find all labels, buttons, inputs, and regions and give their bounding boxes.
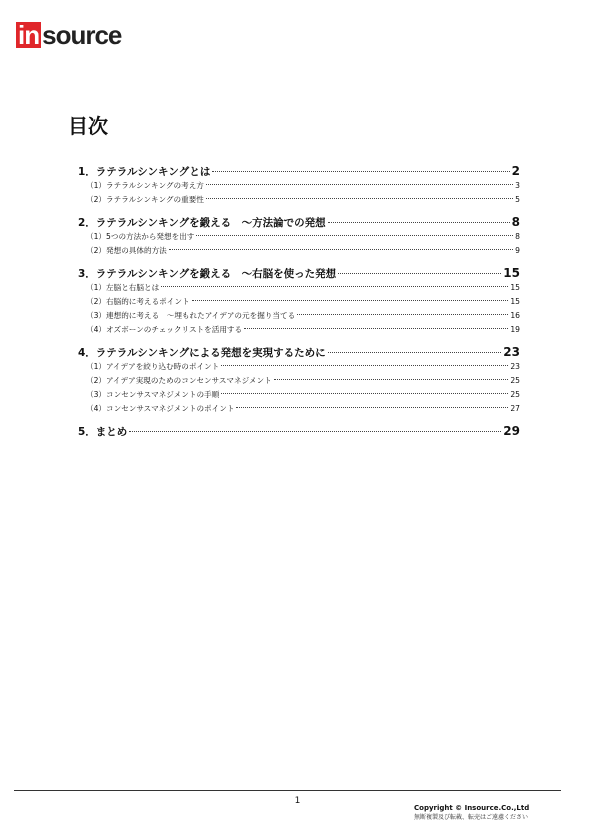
toc-subsection[interactable] — [78, 179, 520, 193]
toc-section-page: 8 — [511, 215, 520, 229]
dot-leader — [328, 352, 502, 353]
toc-subsection[interactable] — [78, 374, 520, 388]
toc-subsection-page: 27 — [510, 404, 520, 413]
toc-subsection-page: 15 — [510, 297, 520, 306]
footer-divider — [14, 790, 561, 791]
dot-leader — [206, 198, 513, 199]
toc-section[interactable] — [78, 215, 520, 230]
toc-subsection[interactable] — [78, 295, 520, 309]
toc-subsection[interactable] — [78, 388, 520, 402]
dot-leader — [192, 300, 509, 301]
toc-subsection-page: 3 — [515, 181, 520, 190]
toc-subsection-label: （3）連想的に考える ～埋もれたアイデアの元を掘り当てる — [86, 311, 296, 320]
page-number: 1 — [294, 796, 301, 806]
dot-leader — [328, 222, 510, 223]
toc-subsection-label: （4）オズボーンのチェックリストを活用する — [86, 325, 243, 334]
insource-logo — [16, 22, 121, 48]
toc-subsection-page: 16 — [510, 311, 520, 320]
toc-subsection-label: （2）発想の具体的方法 — [86, 246, 167, 255]
dot-leader — [161, 286, 508, 287]
toc-subsection-label: （1）5つの方法から発想を出す — [86, 232, 195, 241]
table-of-contents — [78, 164, 520, 439]
dot-leader — [338, 273, 501, 274]
toc-section-page: 29 — [503, 424, 520, 438]
logo-in: in — [18, 20, 40, 50]
dot-leader — [297, 314, 508, 315]
dot-leader — [169, 249, 513, 250]
copyright-notice: 無断複製及び転載、転売はご遠慮ください — [414, 814, 529, 821]
copyright-text: Copyright © Insource.Co.,Ltd — [414, 804, 530, 812]
toc-section-page: 2 — [511, 164, 520, 178]
toc-section-label: 5．まとめ — [78, 426, 128, 438]
toc-subsection[interactable] — [78, 402, 520, 416]
toc-subsection-label: （1）ラテラルシンキングの考え方 — [86, 181, 204, 190]
dot-leader — [236, 407, 508, 408]
toc-subsection-label: （2）右脳的に考えるポイント — [86, 297, 190, 306]
toc-subsection[interactable] — [78, 230, 520, 244]
toc-subsection-label: （2）ラテラルシンキングの重要性 — [86, 195, 204, 204]
toc-subsection-page: 8 — [515, 232, 520, 241]
section-spacer — [78, 207, 520, 215]
section-spacer — [78, 416, 520, 424]
toc-section[interactable] — [78, 424, 520, 439]
toc-subsection-page: 9 — [515, 246, 520, 255]
toc-subsection-page: 15 — [510, 283, 520, 292]
dot-leader — [221, 393, 508, 394]
toc-subsection-page: 25 — [510, 376, 520, 385]
dot-leader — [206, 184, 513, 185]
dot-leader — [212, 171, 509, 172]
toc-subsection[interactable] — [78, 323, 520, 337]
dot-leader — [274, 379, 509, 380]
toc-section-label: 2．ラテラルシンキングを鍛える ～方法論での発想 — [78, 217, 326, 229]
toc-subsection-label: （4）コンセンサスマネジメントのポイント — [86, 404, 235, 413]
toc-section-label: 4．ラテラルシンキングによる発想を実現するために — [78, 347, 326, 359]
toc-subsection-label: （3）コンセンサスマネジメントの手順 — [86, 390, 220, 399]
section-spacer — [78, 258, 520, 266]
dot-leader — [129, 431, 501, 432]
dot-leader — [244, 328, 508, 329]
toc-section-label: 3．ラテラルシンキングを鍛える ～右脳を使った発想 — [78, 268, 337, 280]
toc-subsection[interactable] — [78, 193, 520, 207]
toc-subsection-page: 19 — [510, 325, 520, 334]
toc-section[interactable] — [78, 345, 520, 360]
page-title: 目次 — [68, 114, 108, 138]
toc-subsection[interactable] — [78, 309, 520, 323]
toc-subsection-page: 23 — [510, 362, 520, 371]
toc-subsection[interactable] — [78, 360, 520, 374]
section-spacer — [78, 337, 520, 345]
toc-section-label: 1．ラテラルシンキングとは — [78, 166, 211, 178]
toc-section[interactable] — [78, 266, 520, 281]
toc-subsection-label: （2）アイデア実現のためのコンセンサスマネジメント — [86, 376, 272, 385]
toc-subsection-page: 25 — [510, 390, 520, 399]
toc-subsection-label: （1）アイデアを絞り込む時のポイント — [86, 362, 220, 371]
toc-section[interactable] — [78, 164, 520, 179]
toc-section-page: 15 — [503, 266, 520, 280]
logo-source: source — [42, 20, 122, 50]
toc-subsection[interactable] — [78, 244, 520, 258]
toc-subsection-label: （1）左脳と右脳とは — [86, 283, 160, 292]
toc-subsection[interactable] — [78, 281, 520, 295]
toc-subsection-page: 5 — [515, 195, 520, 204]
toc-section-page: 23 — [503, 345, 520, 359]
dot-leader — [221, 365, 508, 366]
dot-leader — [196, 235, 513, 236]
